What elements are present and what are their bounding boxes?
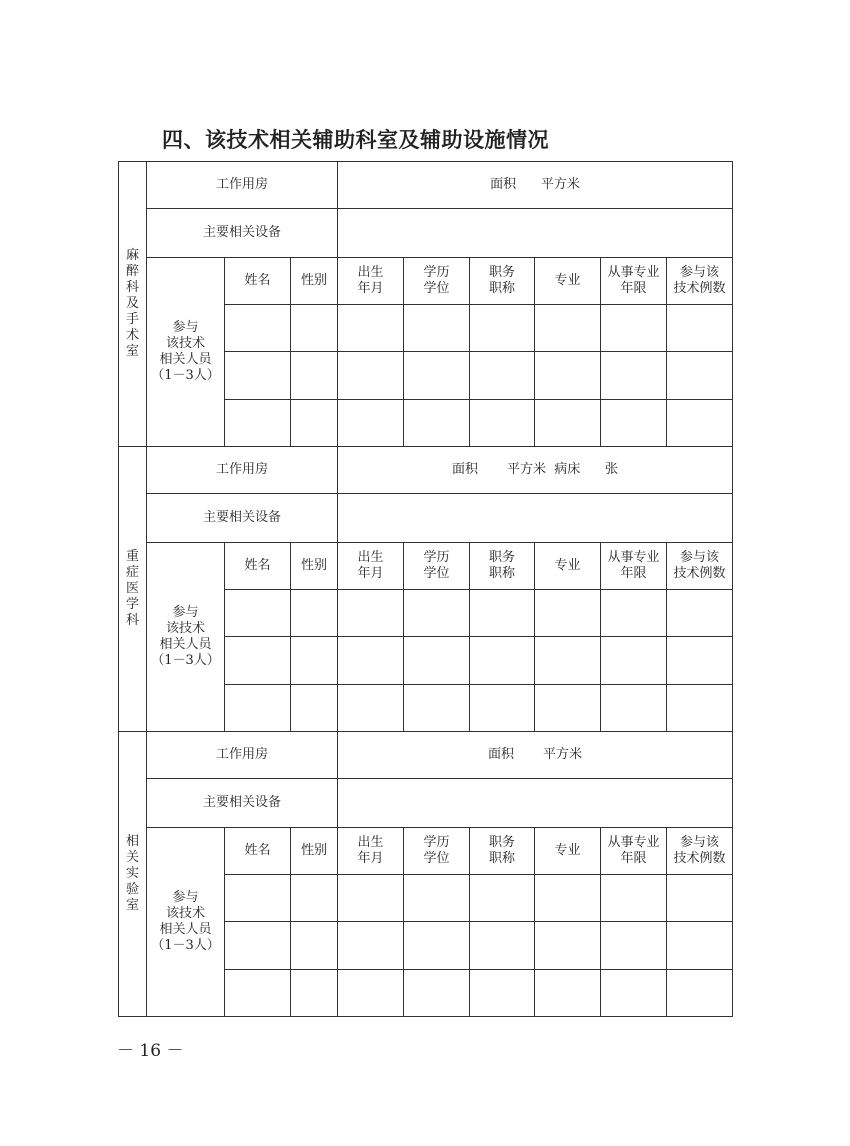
personnel-cell[interactable] [338,304,404,351]
personnel-cell[interactable] [225,874,291,921]
column-header: 出生 年月 [338,827,404,874]
personnel-cell[interactable] [667,399,733,446]
personnel-label: 参与 该技术 相关人员 （1－3人） [147,257,225,446]
personnel-cell[interactable] [404,304,470,351]
personnel-cell[interactable] [667,637,733,684]
personnel-cell[interactable] [470,589,535,636]
column-header: 出生 年月 [338,542,404,589]
personnel-cell[interactable] [404,399,470,446]
personnel-cell[interactable] [535,352,601,399]
personnel-header-row [119,542,733,589]
column-header: 学历 学位 [404,542,470,589]
equipment-field[interactable] [338,779,733,827]
personnel-cell[interactable] [667,304,733,351]
column-header: 学历 学位 [404,827,470,874]
personnel-cell[interactable] [470,874,535,921]
department-name: 相关实验室 [125,833,139,913]
personnel-cell[interactable] [225,304,291,351]
personnel-cell[interactable] [291,922,338,969]
personnel-cell[interactable] [601,684,667,731]
personnel-cell[interactable] [338,969,404,1016]
personnel-cell[interactable] [338,874,404,921]
personnel-cell[interactable] [404,352,470,399]
column-header: 专业 [535,542,601,589]
column-header: 出生 年月 [338,257,404,304]
personnel-cell[interactable] [535,874,601,921]
personnel-cell[interactable] [338,399,404,446]
workroom-label: 工作用房 [147,731,338,778]
column-header: 专业 [535,827,601,874]
personnel-cell[interactable] [470,352,535,399]
equipment-label: 主要相关设备 [147,494,338,542]
column-header: 性别 [291,542,338,589]
personnel-cell[interactable] [601,637,667,684]
column-header: 性别 [291,257,338,304]
page-title: 四、该技术相关辅助科室及辅助设施情况 [162,128,549,152]
column-header: 姓名 [225,257,291,304]
column-header: 参与该 技术例数 [667,542,733,589]
workroom-label: 工作用房 [147,446,338,493]
personnel-cell[interactable] [667,589,733,636]
personnel-cell[interactable] [404,922,470,969]
personnel-cell[interactable] [535,969,601,1016]
personnel-cell[interactable] [338,684,404,731]
personnel-cell[interactable] [601,874,667,921]
column-header: 学历 学位 [404,257,470,304]
personnel-cell[interactable] [470,684,535,731]
area-field[interactable] [338,446,733,493]
department-name: 麻醉科及手术室 [125,247,139,359]
personnel-cell[interactable] [535,637,601,684]
equipment-row [119,779,733,827]
column-header: 参与该 技术例数 [667,827,733,874]
personnel-cell[interactable] [667,969,733,1016]
personnel-cell[interactable] [535,304,601,351]
personnel-cell[interactable] [225,637,291,684]
personnel-header-row [119,827,733,874]
personnel-cell[interactable] [225,589,291,636]
personnel-cell[interactable] [225,969,291,1016]
column-header: 专业 [535,257,601,304]
personnel-cell[interactable] [404,589,470,636]
personnel-cell[interactable] [225,684,291,731]
personnel-cell[interactable] [601,969,667,1016]
personnel-cell[interactable] [291,874,338,921]
personnel-cell[interactable] [601,399,667,446]
column-header: 姓名 [225,827,291,874]
column-header: 性别 [291,827,338,874]
personnel-cell[interactable] [535,399,601,446]
personnel-cell[interactable] [470,922,535,969]
personnel-cell[interactable] [225,352,291,399]
column-header: 职务 职称 [470,542,535,589]
workroom-label: 工作用房 [147,162,338,209]
personnel-cell[interactable] [338,922,404,969]
personnel-cell[interactable] [404,969,470,1016]
area-text: 面积 平方米 病床 张 [452,462,619,478]
personnel-cell[interactable] [601,304,667,351]
personnel-cell[interactable] [535,684,601,731]
department-label [119,446,147,731]
department-name: 重症医学科 [125,548,139,628]
column-header: 职务 职称 [470,827,535,874]
facilities-table [118,161,733,1017]
personnel-cell[interactable] [404,684,470,731]
column-header: 参与该 技术例数 [667,257,733,304]
personnel-header-row [119,257,733,304]
column-header: 从事专业 年限 [601,257,667,304]
workroom-row [119,162,733,209]
area-text: 面积 平方米 [490,177,580,193]
personnel-cell[interactable] [291,399,338,446]
personnel-cell[interactable] [535,922,601,969]
equipment-row [119,494,733,542]
area-text: 面积 平方米 [488,747,582,763]
column-header: 从事专业 年限 [601,542,667,589]
personnel-cell[interactable] [291,304,338,351]
personnel-cell[interactable] [338,352,404,399]
personnel-label: 参与 该技术 相关人员 （1－3人） [147,542,225,731]
personnel-cell[interactable] [291,637,338,684]
personnel-cell[interactable] [470,969,535,1016]
personnel-cell[interactable] [535,589,601,636]
page-number: － 16 － [117,1041,184,1061]
personnel-cell[interactable] [225,922,291,969]
personnel-cell[interactable] [225,399,291,446]
equipment-label: 主要相关设备 [147,209,338,257]
department-label [119,731,147,1016]
equipment-label: 主要相关设备 [147,779,338,827]
personnel-cell[interactable] [470,637,535,684]
personnel-cell[interactable] [470,399,535,446]
personnel-cell[interactable] [291,684,338,731]
personnel-cell[interactable] [470,304,535,351]
personnel-cell[interactable] [601,589,667,636]
personnel-cell[interactable] [291,352,338,399]
column-header: 职务 职称 [470,257,535,304]
personnel-cell[interactable] [338,589,404,636]
personnel-cell[interactable] [338,637,404,684]
personnel-cell[interactable] [667,874,733,921]
column-header: 姓名 [225,542,291,589]
equipment-field[interactable] [338,494,733,542]
personnel-cell[interactable] [667,684,733,731]
personnel-cell[interactable] [601,352,667,399]
personnel-cell[interactable] [667,352,733,399]
personnel-cell[interactable] [667,922,733,969]
equipment-row [119,209,733,257]
personnel-label: 参与 该技术 相关人员 （1－3人） [147,827,225,1016]
personnel-cell[interactable] [291,589,338,636]
personnel-cell[interactable] [404,874,470,921]
department-label [119,162,147,447]
area-field[interactable] [338,731,733,778]
personnel-cell[interactable] [601,922,667,969]
equipment-field[interactable] [338,209,733,257]
column-header: 从事专业 年限 [601,827,667,874]
personnel-cell[interactable] [404,637,470,684]
personnel-cell[interactable] [291,969,338,1016]
workroom-row [119,731,733,778]
area-field[interactable] [338,162,733,209]
workroom-row [119,446,733,493]
